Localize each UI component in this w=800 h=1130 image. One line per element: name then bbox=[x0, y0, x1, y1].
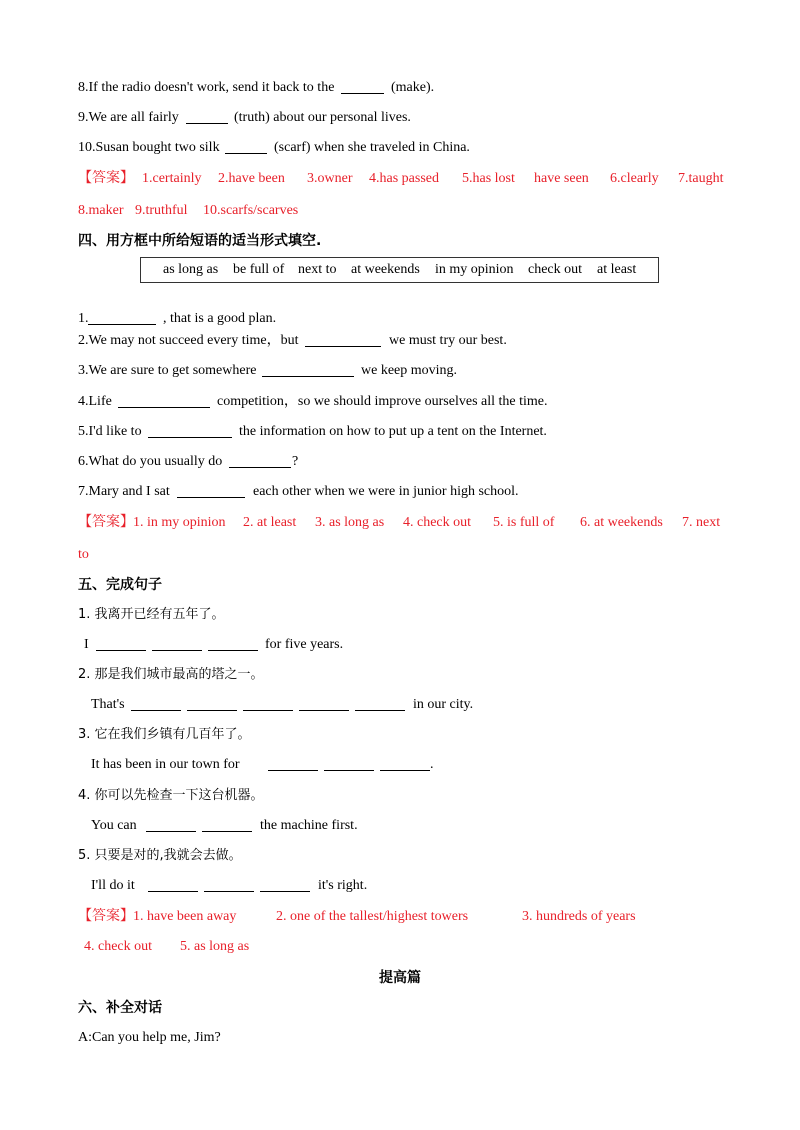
phrase: at least bbox=[597, 262, 637, 277]
blank bbox=[229, 453, 291, 468]
blank bbox=[202, 817, 252, 832]
advanced-title: 提高篇 bbox=[379, 970, 421, 986]
blank bbox=[243, 696, 293, 711]
blank bbox=[148, 877, 198, 892]
phrase: at weekends bbox=[351, 262, 420, 277]
blank bbox=[341, 79, 384, 94]
blank bbox=[148, 423, 232, 438]
blank bbox=[355, 696, 405, 711]
blank bbox=[268, 756, 318, 771]
blank bbox=[96, 636, 146, 651]
blank bbox=[262, 362, 354, 377]
blank bbox=[380, 756, 430, 771]
phrase: next to bbox=[298, 262, 337, 277]
phrase: in my opinion bbox=[435, 262, 514, 277]
phrase-box bbox=[140, 257, 659, 283]
blank bbox=[146, 817, 196, 832]
blank bbox=[131, 696, 181, 711]
blank bbox=[187, 696, 237, 711]
blank bbox=[208, 636, 258, 651]
blank bbox=[305, 332, 381, 347]
phrase: be full of bbox=[233, 262, 285, 277]
blank bbox=[88, 310, 156, 325]
phrase: check out bbox=[528, 262, 583, 277]
blank bbox=[177, 483, 245, 498]
blank bbox=[152, 636, 202, 651]
section-6-title: 六、补全对话 bbox=[78, 1000, 162, 1016]
blank bbox=[324, 756, 374, 771]
blank bbox=[225, 139, 267, 154]
blank bbox=[299, 696, 349, 711]
section-5-title: 五、完成句子 bbox=[78, 577, 162, 593]
blank bbox=[260, 877, 310, 892]
blank bbox=[204, 877, 254, 892]
phrase: as long as bbox=[163, 262, 219, 277]
section-4-title: 四、用方框中所给短语的适当形式填空. bbox=[78, 233, 322, 249]
blank bbox=[186, 109, 228, 124]
blank bbox=[118, 393, 210, 408]
